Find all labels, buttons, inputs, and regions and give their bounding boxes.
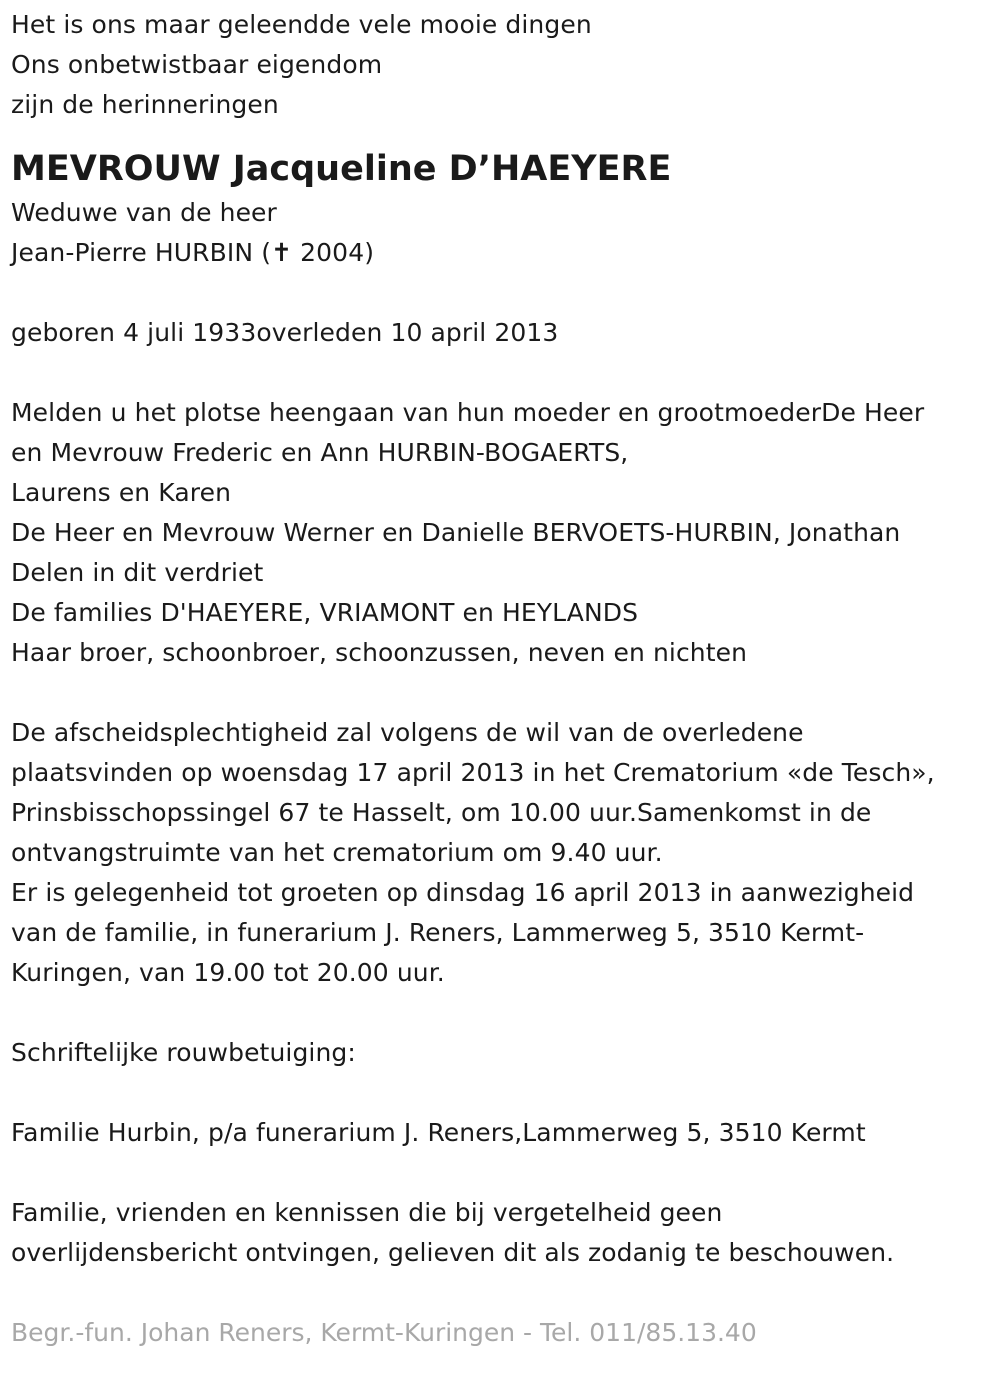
birth-death-dates: geboren 4 juli 1933overleden 10 april 2013 — [11, 318, 559, 347]
notice-line: overlijdensbericht ontvingen, gelieven dit als zodanig te beschouwen. — [11, 1238, 895, 1267]
family-line: Melden u het plotse heengaan van hun moeder en grootmoederDe Heer — [11, 398, 925, 427]
family-line: en Mevrouw Frederic en Ann HURBIN-BOGAERTS, — [11, 438, 629, 467]
family-line: De Heer en Mevrouw Werner en Danielle BERVOETS-HURBIN, Jonathan — [11, 518, 901, 547]
family-block — [11, 393, 991, 673]
notice-block — [11, 1193, 991, 1273]
ceremony-line: plaatsvinden op woensdag 17 april 2013 in het Crematorium «de Tesch», — [11, 758, 935, 787]
spacer — [11, 1273, 991, 1313]
poem-block — [11, 5, 991, 125]
condolence-heading: Schriftelijke rouwbetuiging: — [11, 1038, 356, 1067]
family-line: Laurens en Karen — [11, 478, 232, 507]
poem-line: Ons onbetwistbaar eigendom — [11, 50, 383, 79]
spacer — [11, 273, 991, 313]
funeral-home-footer: Begr.-fun. Johan Reners, Kermt-Kuringen - Tel. 011/85.13.40 — [11, 1318, 757, 1347]
family-line: De families D'HAEYERE, VRIAMONT en HEYLANDS — [11, 598, 639, 627]
ceremony-line: Er is gelegenheid tot groeten op dinsdag 16 april 2013 in aanwezigheid — [11, 878, 915, 907]
deceased-name-title: MEVROUW Jacqueline D’HAEYERE — [11, 149, 672, 189]
ceremony-line: Kuringen, van 19.00 tot 20.00 uur. — [11, 958, 445, 987]
family-line: Haar broer, schoonbroer, schoonzussen, neven en nichten — [11, 638, 748, 667]
spouse-line: Weduwe van de heer — [11, 198, 277, 227]
notice-line: Familie, vrienden en kennissen die bij vergetelheid geen — [11, 1198, 723, 1227]
spacer — [11, 993, 991, 1033]
obituary-document — [11, 0, 991, 1353]
ceremony-line: De afscheidsplechtigheid zal volgens de wil van de overledene — [11, 718, 804, 747]
ceremony-line: ontvangstruimte van het crematorium om 9.40 uur. — [11, 838, 663, 867]
family-line: Delen in dit verdriet — [11, 558, 264, 587]
spacer — [11, 1073, 991, 1113]
poem-line: zijn de herinneringen — [11, 90, 279, 119]
ceremony-block — [11, 713, 991, 993]
spacer — [11, 673, 991, 713]
spouse-block — [11, 193, 991, 273]
spacer — [11, 353, 991, 393]
ceremony-line: van de familie, in funerarium J. Reners, Lammerweg 5, 3510 Kermt- — [11, 918, 865, 947]
poem-line: Het is ons maar geleendde vele mooie dingen — [11, 10, 592, 39]
ceremony-line: Prinsbisschopssingel 67 te Hasselt, om 10.00 uur.Samenkomst in de — [11, 798, 872, 827]
spacer — [11, 1153, 991, 1193]
condolence-address: Familie Hurbin, p/a funerarium J. Reners,Lammerweg 5, 3510 Kermt — [11, 1118, 866, 1147]
spouse-line: Jean-Pierre HURBIN (✝ 2004) — [11, 238, 375, 267]
